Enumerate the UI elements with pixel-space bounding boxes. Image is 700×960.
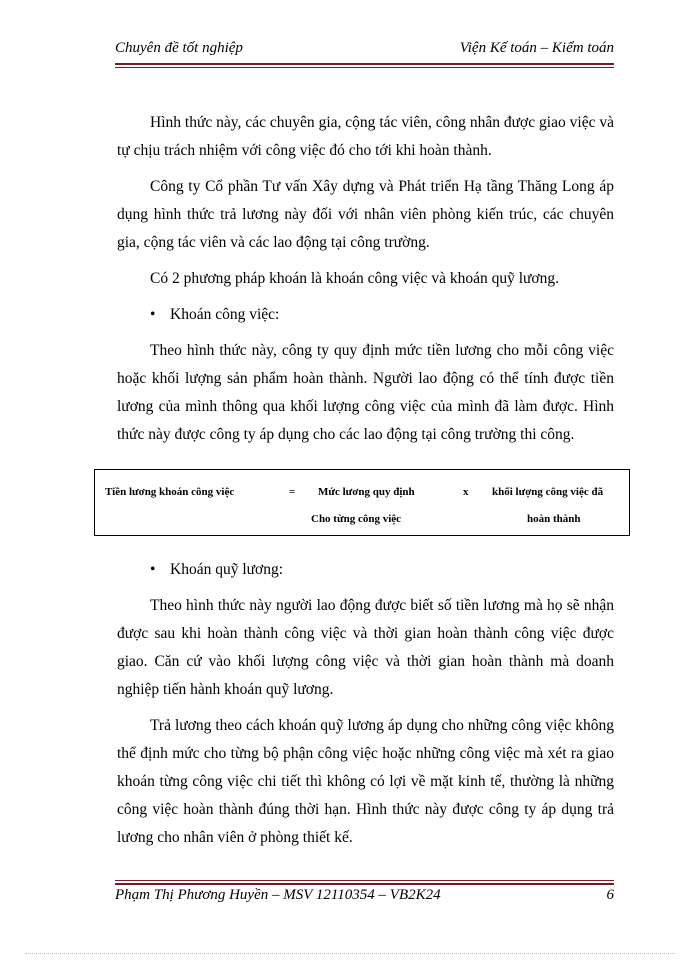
header-rule-thin	[115, 67, 614, 68]
bullet-label: Khoán quỹ lương:	[170, 561, 284, 578]
bullet-icon: •	[150, 306, 156, 323]
paragraph: Hình thức này, các chuyên gia, cộng tác viên, công nhân được giao việc và tự chịu trách nhiệm với công việc đó cho tới khi hoàn thành.	[117, 114, 614, 159]
paragraph: Theo hình thức này, công ty quy định mức tiền lương cho mỗi công việc hoặc khối lượng sản phẩm hoàn thành. Người lao động có thể tính được tiền lương của mình thông qua khối lượng công việc của mình đã làm được. Hình thức này được công ty áp dụng cho các lao động tại công trường thi công.	[117, 342, 614, 443]
page-body	[105, 109, 614, 852]
footer-rule-thin	[115, 880, 614, 881]
bullet-label: Khoán công việc:	[170, 306, 280, 323]
page-footer	[115, 887, 614, 907]
paragraph: Công ty Cổ phần Tư vấn Xây dựng và Phát triển Hạ tầng Thăng Long áp dụng hình thức trả lương này đối với nhân viên phòng kiến trúc, các chuyên gia, cộng tác viên và các lao động tại công trường.	[117, 178, 614, 251]
formula-term1-line1: Mức lương quy định	[318, 486, 415, 498]
paragraph: Theo hình thức này người lao động được biết số tiền lương mà họ sẽ nhận được sau khi hoàn thành công việc và thời gian hoàn thành công việc được giao. Căn cứ vào khối lượng công việc và thời gian hoàn thành mà doanh nghiệp tiến hành khoán quỹ lương.	[117, 597, 614, 698]
formula-multiply: x	[463, 486, 469, 498]
footer-author: Phạm Thị Phương Huyền – MSV 12110354 – VB2K24	[115, 887, 441, 903]
formula-lhs: Tiền lương khoán công việc	[105, 486, 235, 498]
footer-rule	[115, 883, 614, 885]
bullet-item	[117, 556, 614, 584]
paragraph: Có 2 phương pháp khoán là khoán công việc và khoán quỹ lương.	[150, 270, 559, 287]
bullet-item	[117, 301, 614, 329]
formula-box	[94, 469, 630, 536]
page-header	[115, 40, 614, 60]
formula-equals: =	[289, 486, 296, 498]
page-break-line	[25, 953, 675, 954]
page-number: 6	[606, 887, 614, 903]
header-institute: Viện Kế toán – Kiểm toán	[459, 40, 614, 56]
formula-term1-line2: Cho từng công việc	[311, 513, 402, 525]
formula-term2-line2: hoàn thành	[527, 513, 581, 525]
paragraph: Trả lương theo cách khoán quỹ lương áp dụng cho những công việc không thể định mức cho từng bộ phận công việc hoặc những công việc mà xét ra giao khoán từng công việc chi tiết thì không có lợi về mặt kinh tế, thường là những công việc hoàn thành đúng thời hạn. Hình thức này được công ty áp dụng trả lương cho nhân viên ở phòng thiết kế.	[117, 717, 614, 846]
header-rule	[115, 63, 614, 65]
bullet-icon: •	[150, 561, 156, 578]
header-title: Chuyên đề tốt nghiệp	[115, 40, 243, 56]
formula-term2-line1: khối lượng công việc đã	[492, 486, 604, 498]
